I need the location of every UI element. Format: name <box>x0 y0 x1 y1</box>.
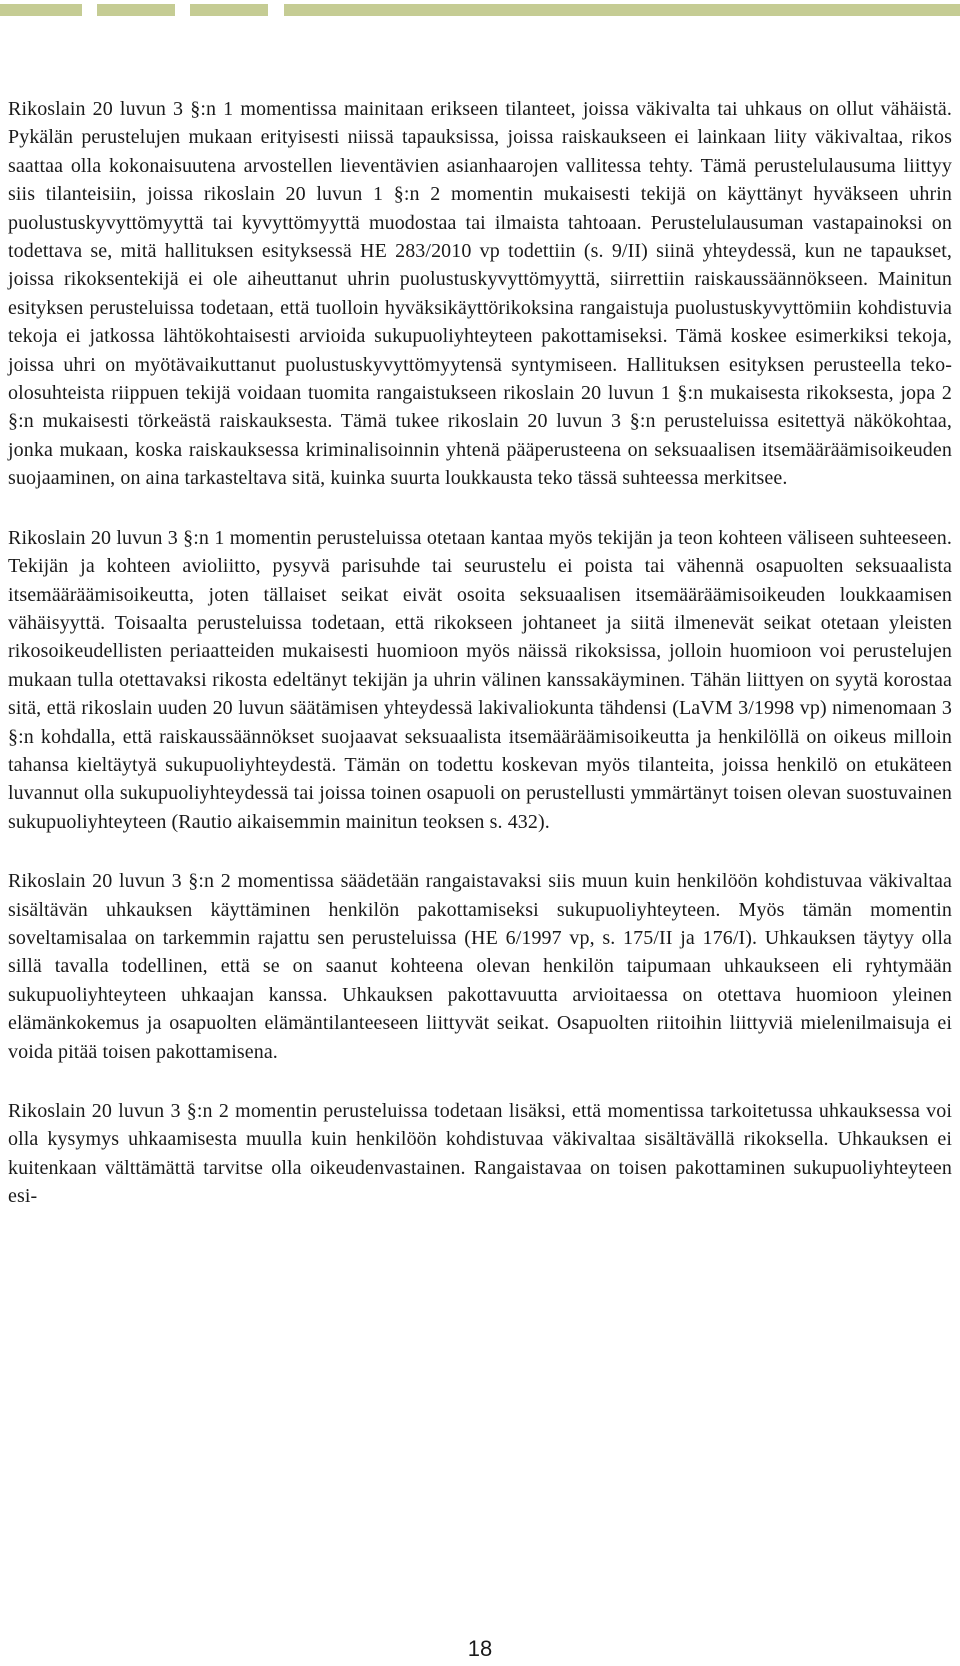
document-body <box>8 95 952 1242</box>
header-bar-3 <box>190 4 268 16</box>
header-bar-1 <box>0 4 82 16</box>
paragraph-2: Rikoslain 20 luvun 3 §:n 1 momentin perusteluissa otetaan kantaa myös tekijän ja teon kohteen väliseen suhteeseen. Tekijän ja kohteen avioliitto, pysyvä parisuhde tai seurustelu ei poista tai vähennä osapuolten seksuaalista itsemääräämisoikeutta, joten tällaiset seikat eivät osoita seksuaalisen itsemääräämisoikeuden loukkaamisen vähäisyyttä. Toisaalta perusteluissa todetaan, että rikokseen johtaneet ja siitä ilmenevät seikat otetaan yleisten rikosoikeudellisten periaatteiden mukaisesti huomioon myös näissä rikoksissa, jolloin huomioon voi perustelujen mukaan tulla otettavaksi rikosta edeltänyt tekijän ja uhrin välinen kanssakäyminen. Tähän liittyen on syytä korostaa sitä, että rikoslain uuden 20 luvun säätämisen yhteydessä lakivaliokunta tähdensi (LaVM 3/1998 vp) nimenomaan 3 §:n kohdalla, että raiskaussäännökset suojaavat seksuaalista itsemääräämisoikeutta ja henkilöllä on oikeus milloin tahansa kieltäytyä sukupuoliyhteydestä. Tämän on todettu koskevan myös tilanteita, joissa henkilö on etukäteen luvannut olla sukupuoliyhteydessä tai joissa toinen osapuoli on perustellusti ymmärtänyt toisen olevan suostuvainen sukupuoliyhteyteen (Rautio aikaisemmin mainitun teoksen s. 432). <box>8 526 952 833</box>
header-decoration <box>0 4 960 16</box>
header-bar-4 <box>284 4 960 16</box>
paragraph-1: Rikoslain 20 luvun 3 §:n 1 momentissa mainitaan erikseen tilanteet, joissa väkivalta tai uhkaus on ollut vähäistä. Pykälän perustelujen mukaan erityisesti niissä tapauksissa, joissa raiskaukseen ei lainkaan liity väkivaltaa, rikos saattaa olla kokonaisuutena arvostellen lieventävien asianhaarojen vallitessa tehty. Tämä perustelulausuma liittyy siis tilanteisiin, joissa rikoslain 20 luvun 1 §:n 2 momentin mukaisesti tekijä on käyttänyt hyväkseen uhrin puolustuskyvyttömyyttä tai kyvyttömyyttä muodostaa tai ilmaista tahtoaan. Perustelulausuman vastapainoksi on todettava se, mitä hallituksen esityksessä HE 283/2010 vp todettiin (s. 9/II) siinä yhteydessä, kun ne tapaukset, joissa rikoksentekijä ei ole aiheuttanut uhrin puolustuskyvyttömyyttä, siirrettiin raiskaussäännökseen. Mainitun esityksen perusteluissa todetaan, että tuolloin hyväksikäyttörikoksina rangaistuja puolustuskyvyttömiin kohdistuvia tekoja ei jatkossa lähtökohtaisesti arvioida sukupuoliyhteyteen pakottamiseksi. Tämä koskee esimerkiksi tekoja, joissa uhri on myötävaikuttanut puolustuskyvyttömyytensä syntymiseen. Hallituksen esityksen perusteella teko-olosuhteista riippuen tekijä voidaan tuomita rangaistukseen rikoslain 20 luvun 1 §:n mukaisesta rikoksesta, jopa 2 §:n mukaisesti törkeästä raiskauksesta. Tämä tukee rikoslain 20 luvun 3 §:n perusteluissa esitettyä näkökohtaa, jonka mukaan, koska raiskauksessa kriminalisoinnin yhtenä pääperusteena on seksuaalisen itsemääräämisoikeuden suojaaminen, on aina tarkasteltava sitä, kuinka suurta loukkausta teko tässä suhteessa merkitsee. <box>8 98 952 490</box>
page-number: 18 <box>467 1636 493 1661</box>
paragraph-4: Rikoslain 20 luvun 3 §:n 2 momentin perusteluissa todetaan lisäksi, että momentissa tarkoitetussa uhkauksessa voi olla kysymys uhkaamisesta muulla kuin henkilöön kohdistuvaa väkivaltaa sisältävällä rikoksella. Uhkauksen ei kuitenkaan välttämättä tarvitse olla oikeudenvastainen. Rangaistavaa on toisen pakottaminen sukupuoliyhteyteen esi- <box>8 1100 952 1208</box>
paragraph-3: Rikoslain 20 luvun 3 §:n 2 momentissa säädetään rangaistavaksi siis muun kuin henkilöön kohdistuvaa väkivaltaa sisältävän uhkauksen käyttäminen henkilön pakottamiseksi sukupuoliyhteyteen. Myös tämän momentin soveltamisalaa on tarkemmin rajattu sen perusteluissa (HE 6/1997 vp, s. 175/II ja 176/I). Uhkauksen täytyy olla sillä tavalla todellinen, että se on saanut kohteena olevan henkilön taipumaan uhkaukseen eli ryhtymään sukupuoliyhteyteen uhkaajan kanssa. Uhkauksen pakottavuutta arvioitaessa on otettava huomioon yleinen elämänkokemus ja osapuolten elämäntilanteeseen liittyvät seikat. Osapuolten riitoihin liittyviä mielenilmaisuja ei voida pitää toisen pakottamisena. <box>8 870 952 1063</box>
header-bar-2 <box>97 4 175 16</box>
